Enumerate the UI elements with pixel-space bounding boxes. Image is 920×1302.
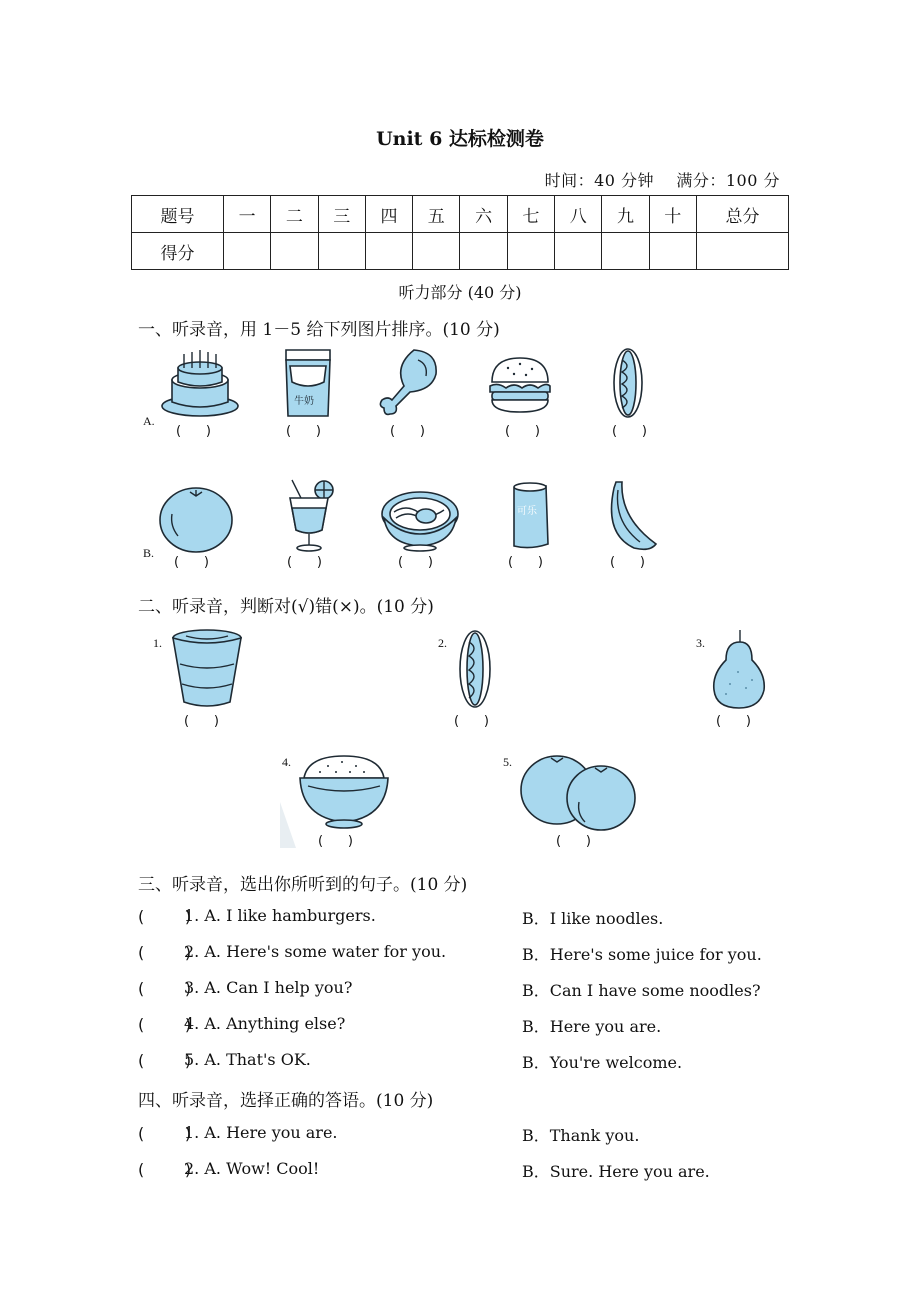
- answer-blank[interactable]: ( ): [398, 555, 433, 570]
- hot-dog-icon: [610, 346, 646, 420]
- page-title: Unit 6 达标检测卷: [376, 128, 544, 150]
- answer-blank[interactable]: ( ): [138, 979, 192, 998]
- answer-blank[interactable]: ( ): [508, 555, 543, 570]
- score-cell: 二: [271, 196, 318, 233]
- question-option-b: B．Thank you.: [522, 1126, 640, 1145]
- juice-glass-icon: [284, 478, 336, 554]
- answer-blank[interactable]: ( ): [184, 714, 219, 729]
- score-cell: 总分: [696, 196, 788, 233]
- hamburger-icon: [488, 356, 552, 414]
- banana-icon: [600, 478, 660, 554]
- answer-blank[interactable]: ( ): [138, 1160, 192, 1179]
- hot-dog-icon: [455, 628, 495, 710]
- score-input-cell[interactable]: [649, 233, 696, 270]
- answer-blank[interactable]: ( ): [505, 424, 540, 439]
- question-option-a: 5. A. That's OK.: [184, 1050, 311, 1069]
- score-table-header-row: [132, 196, 789, 233]
- score-cell: 九: [602, 196, 649, 233]
- page-mark-icon: [278, 800, 298, 850]
- score-input-cell[interactable]: [413, 233, 460, 270]
- answer-blank[interactable]: ( ): [174, 555, 209, 570]
- answer-blank[interactable]: ( ): [286, 424, 321, 439]
- score-row-label: 得分: [132, 233, 224, 270]
- score-cell: 六: [460, 196, 507, 233]
- score-cell: 五: [413, 196, 460, 233]
- item-number: 3.: [696, 636, 705, 650]
- score-input-cell[interactable]: [223, 233, 270, 270]
- rice-bowl-icon: [298, 752, 390, 832]
- chicken-leg-icon: [378, 346, 442, 420]
- answer-blank[interactable]: ( ): [138, 1015, 192, 1034]
- milk-bag-icon: [280, 346, 336, 420]
- row-b-label: B.: [143, 546, 155, 560]
- question-option-b: B．Here's some juice for you.: [522, 945, 762, 964]
- section3-heading: 三、听录音，选出你所听到的句子。(10 分): [138, 875, 468, 895]
- answer-blank[interactable]: ( ): [138, 943, 192, 962]
- milk-bag-text: 牛奶: [294, 396, 314, 407]
- question-option-a: 3. A. Can I help you?: [184, 978, 353, 997]
- score-input-cell[interactable]: [696, 233, 788, 270]
- score-cell: 八: [555, 196, 602, 233]
- cola-can-text: 可乐: [517, 506, 537, 517]
- section1-heading: 一、听录音，用 1－5 给下列图片排序。(10 分): [138, 320, 500, 340]
- oranges-icon: [519, 750, 639, 834]
- question-option-a: 1. A. Here you are.: [184, 1123, 338, 1142]
- question-option-b: B．You're welcome.: [522, 1053, 683, 1072]
- question-option-a: 2. A. Wow! Cool!: [184, 1159, 320, 1178]
- question-option-b: B．I like noodles.: [522, 909, 664, 928]
- answer-blank[interactable]: ( ): [556, 834, 591, 849]
- score-input-cell[interactable]: [507, 233, 554, 270]
- score-input-cell[interactable]: [365, 233, 412, 270]
- section4-heading: 四、听录音，选择正确的答语。(10 分): [138, 1091, 434, 1111]
- item-number: 5.: [503, 755, 512, 769]
- water-glass-icon: [170, 628, 244, 710]
- answer-blank[interactable]: ( ): [138, 907, 192, 926]
- section2-heading: 二、听录音，判断对(√)错(×)。(10 分): [138, 597, 434, 617]
- noodle-bowl-icon: [380, 488, 460, 552]
- score-input-cell[interactable]: [460, 233, 507, 270]
- pear-icon: [710, 628, 768, 710]
- score-cell: 七: [507, 196, 554, 233]
- score-table: [131, 195, 789, 270]
- listening-header: 听力部分 (40 分): [398, 283, 522, 302]
- answer-blank[interactable]: ( ): [390, 424, 425, 439]
- score-cell: 题号: [132, 196, 224, 233]
- birthday-cake-icon: [160, 348, 240, 420]
- exam-meta: 时间：40 分钟 满分：100 分: [544, 171, 780, 190]
- score-input-cell[interactable]: [318, 233, 365, 270]
- question-option-a: 4. A. Anything else?: [184, 1014, 346, 1033]
- answer-blank[interactable]: ( ): [612, 424, 647, 439]
- answer-blank[interactable]: ( ): [138, 1051, 192, 1070]
- answer-blank[interactable]: ( ): [138, 1124, 192, 1143]
- question-option-b: B．Sure. Here you are.: [522, 1162, 710, 1181]
- question-option-a: 1. A. I like hamburgers.: [184, 906, 376, 925]
- score-table-score-row: [132, 233, 789, 270]
- answer-blank[interactable]: ( ): [454, 714, 489, 729]
- answer-blank[interactable]: ( ): [318, 834, 353, 849]
- answer-blank[interactable]: ( ): [287, 555, 322, 570]
- item-number: 2.: [438, 636, 447, 650]
- answer-blank[interactable]: ( ): [610, 555, 645, 570]
- row-a-label: A.: [143, 414, 155, 428]
- score-cell: 十: [649, 196, 696, 233]
- question-option-b: B．Here you are.: [522, 1017, 662, 1036]
- score-cell: 四: [365, 196, 412, 233]
- score-input-cell[interactable]: [555, 233, 602, 270]
- orange-icon: [158, 484, 234, 554]
- item-number: 4.: [282, 755, 291, 769]
- score-input-cell[interactable]: [602, 233, 649, 270]
- score-cell: 三: [318, 196, 365, 233]
- item-number: 1.: [153, 636, 162, 650]
- question-option-a: 2. A. Here's some water for you.: [184, 942, 447, 961]
- score-input-cell[interactable]: [271, 233, 318, 270]
- answer-blank[interactable]: ( ): [176, 424, 211, 439]
- cola-can-icon: [508, 480, 552, 552]
- question-option-b: B．Can I have some noodles?: [522, 981, 761, 1000]
- answer-blank[interactable]: ( ): [716, 714, 751, 729]
- score-cell: 一: [223, 196, 270, 233]
